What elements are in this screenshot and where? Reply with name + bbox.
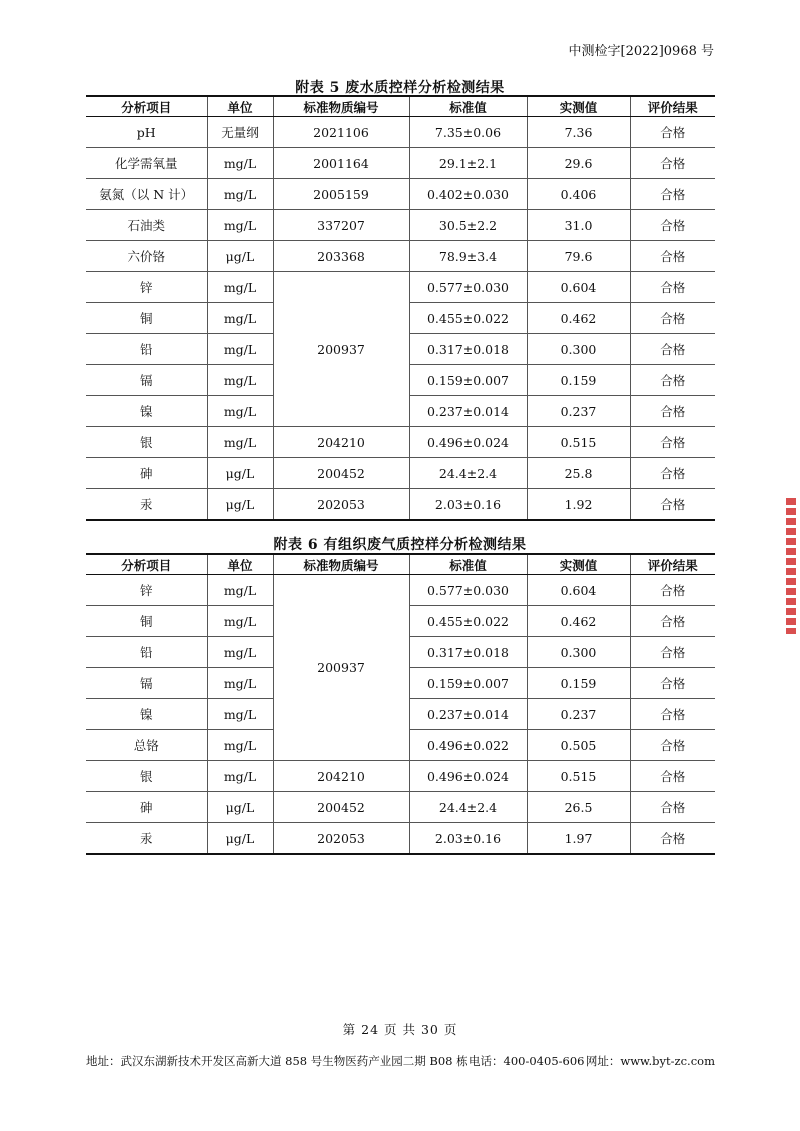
table-cell: 0.496±0.024 (409, 427, 527, 458)
table-cell: 204210 (273, 427, 409, 458)
table-cell: 合格 (630, 823, 715, 855)
table-cell: 26.5 (527, 792, 630, 823)
table-cell: 2.03±0.16 (409, 823, 527, 855)
table-cell: 25.8 (527, 458, 630, 489)
table-cell: 合格 (630, 241, 715, 272)
table-cell: mg/L (207, 272, 273, 303)
table-cell: 24.4±2.4 (409, 792, 527, 823)
table-cell: mg/L (207, 396, 273, 427)
table-cell: 0.505 (527, 730, 630, 761)
table-cell: 合格 (630, 730, 715, 761)
column-header: 标准值 (409, 554, 527, 575)
table-cell: 银 (86, 427, 207, 458)
table-cell: μg/L (207, 489, 273, 521)
table-cell: mg/L (207, 303, 273, 334)
table-cell: 0.577±0.030 (409, 575, 527, 606)
table-cell: 0.402±0.030 (409, 179, 527, 210)
table-cell: 203368 (273, 241, 409, 272)
table-cell: 合格 (630, 489, 715, 521)
table-cell: 31.0 (527, 210, 630, 241)
column-header: 实测值 (527, 96, 630, 117)
table-cell: 337207 (273, 210, 409, 241)
table-cell: 锌 (86, 575, 207, 606)
table-cell: 0.159±0.007 (409, 668, 527, 699)
table-title: 附表 5 废水质控样分析检测结果 (295, 80, 505, 96)
table-cell: 锌 (86, 272, 207, 303)
table-cell: 合格 (630, 637, 715, 668)
table-cell: mg/L (207, 668, 273, 699)
table-cell: 29.1±2.1 (409, 148, 527, 179)
table-cell: 铜 (86, 303, 207, 334)
table-cell: 无量纲 (207, 117, 273, 148)
table-cell: 202053 (273, 489, 409, 521)
column-header: 标准物质编号 (273, 554, 409, 575)
table-cell: 合格 (630, 458, 715, 489)
side-seal-stamp (786, 498, 796, 634)
table-cell: 0.317±0.018 (409, 334, 527, 365)
table-cell: 0.159 (527, 365, 630, 396)
table-cell: 1.97 (527, 823, 630, 855)
table-cell: 0.462 (527, 303, 630, 334)
table-cell: 0.300 (527, 334, 630, 365)
column-header: 评价结果 (630, 96, 715, 117)
table-cell: 200937 (273, 272, 409, 427)
column-header: 单位 (207, 554, 273, 575)
table-cell: 合格 (630, 668, 715, 699)
table-cell: 合格 (630, 303, 715, 334)
table-cell: 0.159±0.007 (409, 365, 527, 396)
column-header: 评价结果 (630, 554, 715, 575)
table-header-row (86, 96, 715, 117)
table-cell: 合格 (630, 334, 715, 365)
table-cell: 砷 (86, 792, 207, 823)
table-row (86, 241, 715, 272)
table-cell: 0.455±0.022 (409, 606, 527, 637)
report-number: 中测检字[2022]0968 号 (568, 44, 714, 59)
table-cell: pH (86, 117, 207, 148)
table-cell: 合格 (630, 396, 715, 427)
table-cell: 0.604 (527, 272, 630, 303)
table-cell: 六价铬 (86, 241, 207, 272)
table-cell: 合格 (630, 427, 715, 458)
table-cell: 合格 (630, 575, 715, 606)
table-cell: 30.5±2.2 (409, 210, 527, 241)
table-row (86, 427, 715, 458)
table-cell: 0.604 (527, 575, 630, 606)
table-row (86, 489, 715, 521)
table-cell: 合格 (630, 792, 715, 823)
table-cell: 化学需氧量 (86, 148, 207, 179)
table-cell: mg/L (207, 334, 273, 365)
table-cell: mg/L (207, 730, 273, 761)
column-header: 分析项目 (86, 96, 207, 117)
table-cell: 镉 (86, 668, 207, 699)
table-cell: 0.515 (527, 427, 630, 458)
column-header: 标准物质编号 (273, 96, 409, 117)
table-row (86, 823, 715, 855)
table-cell: 0.237 (527, 396, 630, 427)
table-cell: 0.159 (527, 668, 630, 699)
table-cell: 2001164 (273, 148, 409, 179)
table-cell: 镍 (86, 699, 207, 730)
table-cell: 7.35±0.06 (409, 117, 527, 148)
table-cell: 0.237±0.014 (409, 396, 527, 427)
table-cell: 24.4±2.4 (409, 458, 527, 489)
table-row (86, 117, 715, 148)
table-cell: 1.92 (527, 489, 630, 521)
table-cell: 204210 (273, 761, 409, 792)
table-cell: mg/L (207, 179, 273, 210)
table-cell: μg/L (207, 458, 273, 489)
column-header: 单位 (207, 96, 273, 117)
table-cell: 0.455±0.022 (409, 303, 527, 334)
table-cell: mg/L (207, 761, 273, 792)
table-cell: 0.462 (527, 606, 630, 637)
table-cell: 氨氮（以 N 计） (86, 179, 207, 210)
table-cell: 镍 (86, 396, 207, 427)
table-cell: mg/L (207, 148, 273, 179)
table-cell: 银 (86, 761, 207, 792)
table-row (86, 272, 715, 303)
table-cell: 2.03±0.16 (409, 489, 527, 521)
table-cell: 0.515 (527, 761, 630, 792)
exhaust-gas-qc-table (86, 553, 715, 855)
page-number: 第 24 页 共 30 页 (342, 1022, 458, 1037)
table-cell: mg/L (207, 637, 273, 668)
table-cell: 202053 (273, 823, 409, 855)
footer-phone: 电话：400-0405-606 (469, 1054, 585, 1068)
table-cell: mg/L (207, 575, 273, 606)
column-header: 标准值 (409, 96, 527, 117)
table-cell: mg/L (207, 210, 273, 241)
table-cell: 石油类 (86, 210, 207, 241)
table-cell: 合格 (630, 365, 715, 396)
table-cell: 7.36 (527, 117, 630, 148)
table-cell: 总铬 (86, 730, 207, 761)
table-row (86, 179, 715, 210)
table-row (86, 761, 715, 792)
table-cell: 合格 (630, 148, 715, 179)
table-cell: 0.317±0.018 (409, 637, 527, 668)
table-cell: 合格 (630, 117, 715, 148)
table-cell: 0.300 (527, 637, 630, 668)
table-cell: μg/L (207, 792, 273, 823)
table-cell: 汞 (86, 823, 207, 855)
table-cell: 0.237 (527, 699, 630, 730)
table-cell: 79.6 (527, 241, 630, 272)
table-cell: 合格 (630, 699, 715, 730)
table-cell: 合格 (630, 179, 715, 210)
table-cell: 合格 (630, 761, 715, 792)
table-cell: 2005159 (273, 179, 409, 210)
table-row (86, 458, 715, 489)
table-cell: 合格 (630, 606, 715, 637)
table-row (86, 575, 715, 606)
table-cell: 0.237±0.014 (409, 699, 527, 730)
table-cell: 铜 (86, 606, 207, 637)
table-cell: 0.577±0.030 (409, 272, 527, 303)
table-cell: 200937 (273, 575, 409, 761)
table-cell: 0.406 (527, 179, 630, 210)
footer-website: 网址：www.byt-zc.com (585, 1054, 715, 1068)
table-cell: μg/L (207, 823, 273, 855)
table-row (86, 148, 715, 179)
table-cell: 29.6 (527, 148, 630, 179)
table-cell: mg/L (207, 699, 273, 730)
table-cell: mg/L (207, 365, 273, 396)
table-header-row (86, 554, 715, 575)
wastewater-qc-table (86, 95, 715, 521)
table-cell: 铅 (86, 334, 207, 365)
table-cell: 汞 (86, 489, 207, 521)
table-cell: mg/L (207, 427, 273, 458)
table-row (86, 792, 715, 823)
table-cell: 200452 (273, 792, 409, 823)
table-cell: 合格 (630, 210, 715, 241)
table-cell: 78.9±3.4 (409, 241, 527, 272)
table-cell: 2021106 (273, 117, 409, 148)
footer (86, 1053, 715, 1069)
column-header: 分析项目 (86, 554, 207, 575)
table-cell: 铅 (86, 637, 207, 668)
table-cell: mg/L (207, 606, 273, 637)
column-header: 实测值 (527, 554, 630, 575)
table-cell: μg/L (207, 241, 273, 272)
table-cell: 镉 (86, 365, 207, 396)
table-cell: 砷 (86, 458, 207, 489)
footer-address: 地址：武汉东湖新技术开发区高新大道 858 号生物医药产业园二期 B08 栋 (86, 1054, 468, 1068)
table-cell: 0.496±0.022 (409, 730, 527, 761)
table-cell: 0.496±0.024 (409, 761, 527, 792)
table-row (86, 210, 715, 241)
table-cell: 200452 (273, 458, 409, 489)
table-cell: 合格 (630, 272, 715, 303)
table-title: 附表 6 有组织废气质控样分析检测结果 (273, 537, 527, 553)
